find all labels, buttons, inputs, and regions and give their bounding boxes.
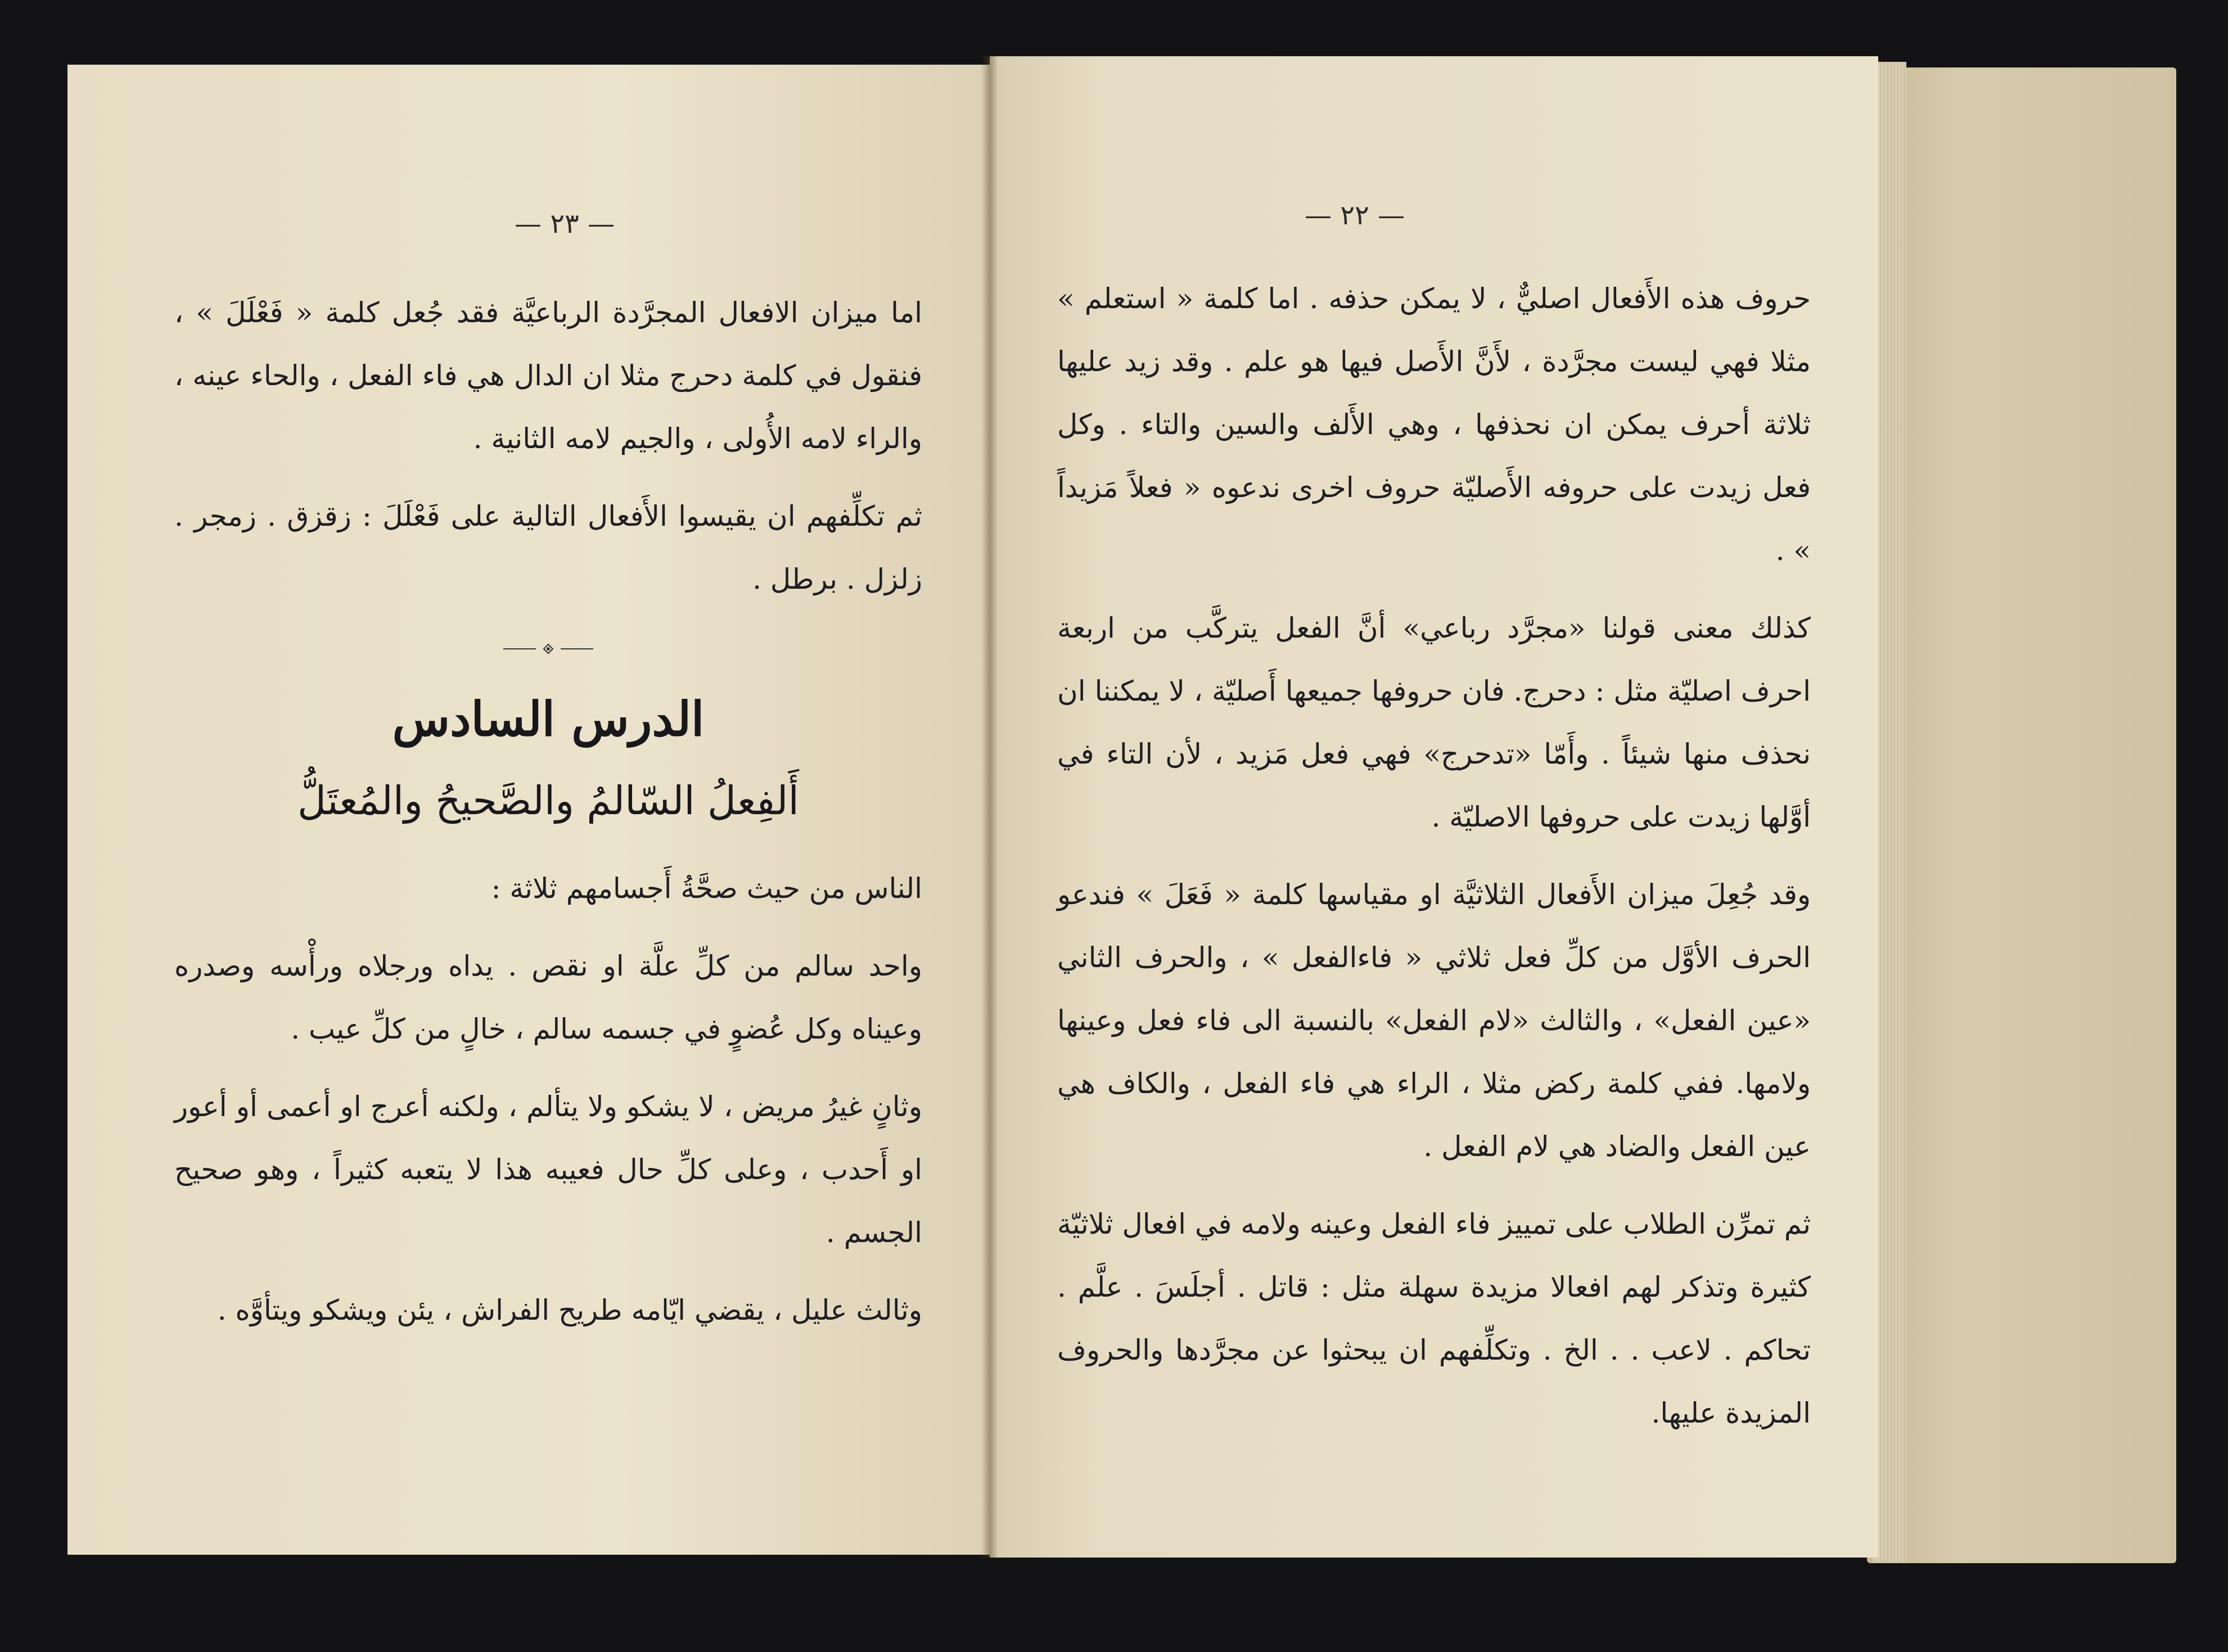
paragraph: وثالث عليل ، يقضي ايّامه طريح الفراش ، يئن ويشكو ويتأوَّه .	[217, 1294, 922, 1326]
paragraph: اما ميزان الافعال المجرَّدة الرباعيَّة فقد جُعل كلمة « فَعْلَلَ » ، فنقول في كلمة دحرج مثلا ان الدال هي فاء الفعل ، والحاء عينه ، والراء لامه الأُولى ، والجيم لامه الثانية .	[174, 296, 922, 455]
lesson-subtitle: أَلفِعلُ السّالمُ والصَّحيحُ والمُعتَلُّ	[297, 778, 799, 824]
paragraph: الناس من حيث صحَّةُ أَجسامهم ثلاثة :	[491, 872, 922, 905]
page-number: — ٢٣ —	[515, 208, 615, 240]
left-page-text	[174, 281, 922, 1356]
right-page	[990, 56, 1878, 1558]
paragraph: وثانٍ غيرُ مريض ، لا يشكو ولا يتألم ، ولكنه أعرج او أعمى أو أعور او أَحدب ، وعلى كلِّ حال فعيبه هذا لا يتعبه كثيراً ، وهو صحيح الجسم .	[174, 1090, 922, 1249]
right-page-text	[1057, 267, 1811, 1459]
paragraph: واحد سالم من كلِّ علَّة او نقص . يداه ورجلاه ورأْسه وصدره وعيناه وكل عُضوٍ في جسمه سالم ، خالٍ من كلِّ عيب .	[174, 950, 922, 1045]
paragraph: حروف هذه الأَفعال اصليٌّ ، لا يمكن حذفه . اما كلمة « استعلم » مثلا فهي ليست مجرَّدة ، لأَنَّ الأَصل فيها هو علم . وقد زيد عليها ثلاثة أحرف يمكن ان نحذفها ، وهي الأَلف والسين والتاء . وكل فعل زيدت على حروفه الأَصليّة حروف اخرى ندعوه « فعلاً مَزيداً » .	[1057, 282, 1811, 567]
paragraph: ثم تمرِّن الطلاب على تمييز فاء الفعل وعينه ولامه في افعال ثلاثيّة كثيرة وتذكر لهم افعالا مزيدة سهلة مثل : قاتل . أجلَسَ . علَّم . تحاكم . لاعب . . الخ . وتكلِّفهم ان يبحثوا عن مجرَّدها والحروف المزيدة عليها.	[1057, 1208, 1811, 1429]
page-number: — ٢٢ —	[1305, 200, 1405, 231]
back-cover	[1867, 67, 2176, 1563]
paragraph: كذلك معنى قولنا «مجرَّد رباعي» أنَّ الفعل يتركَّب من اربعة احرف اصليّة مثل : دحرج. فان حروفها جميعها أَصليّة ، لا يمكننا ان نحذف منها شيئاً . وأَمّا «تدحرج» فهي فعل مَزيد ، لأن التاء في أوَّلها زيدت على حروفها الاصليّة .	[1057, 612, 1811, 833]
left-page	[67, 65, 990, 1555]
lesson-title: الدرس السادس	[392, 691, 705, 747]
ornament-divider	[503, 638, 593, 660]
paragraph: ثم تكلِّفهم ان يقيسوا الأَفعال التالية على فَعْلَلَ : زقزق . زمجر . زلزل . برطل .	[174, 500, 922, 595]
book-gutter	[981, 56, 998, 1558]
paragraph: وقد جُعِلَ ميزان الأَفعال الثلاثيَّة او مقياسها كلمة « فَعَلَ » فندعو الحرف الأوَّل من كلِّ فعل ثلاثي « فاءالفعل » ، والحرف الثاني «عين الفعل» ، والثالث «لام الفعل» بالنسبة الى فاء فعل وعينها ولامها. ففي كلمة ركض مثلا ، الراء هي فاء الفعل ، والكاف هي عين الفعل والضاد هي لام الفعل .	[1057, 878, 1811, 1163]
